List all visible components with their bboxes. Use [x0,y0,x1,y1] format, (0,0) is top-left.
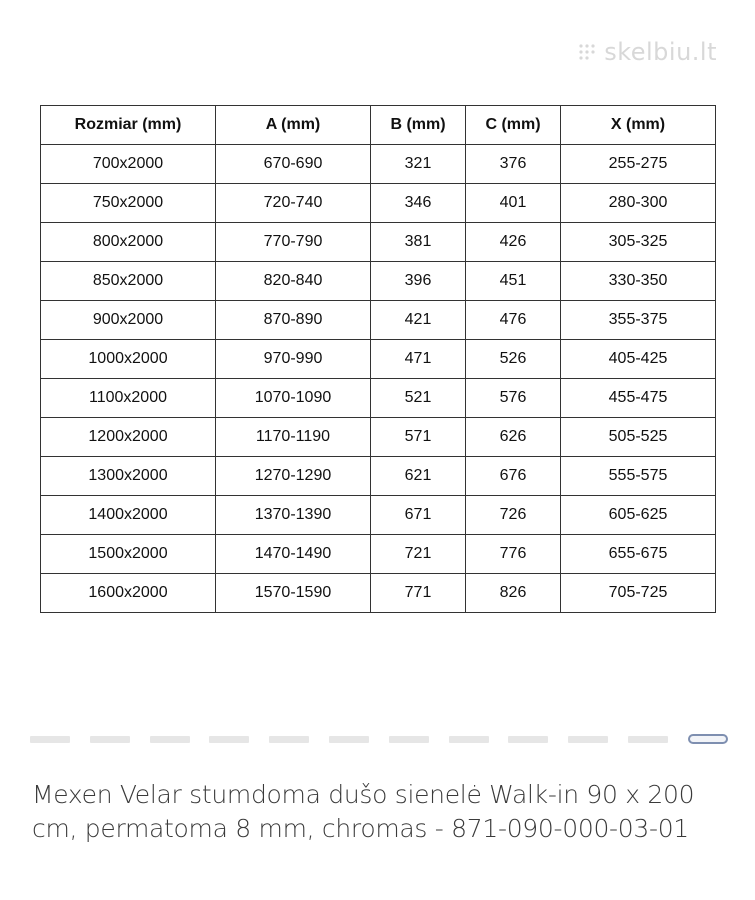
header-x: X (mm) [561,106,716,145]
table-row [41,145,716,184]
cell-x: 705-725 [561,574,716,613]
size-table [40,105,716,613]
pager-dot[interactable] [568,736,608,743]
cell-a: 720-740 [216,184,371,223]
cell-c: 526 [466,340,561,379]
table-header-row [41,106,716,145]
header-size: Rozmiar (mm) [41,106,216,145]
table-row [41,496,716,535]
cell-size: 1400x2000 [41,496,216,535]
table-row [41,574,716,613]
cell-a: 970-990 [216,340,371,379]
cell-x: 605-625 [561,496,716,535]
table-row [41,457,716,496]
table-row [41,262,716,301]
table-body [41,145,716,613]
table-row [41,379,716,418]
skelbiu-logo-icon [576,41,598,63]
pager-dot[interactable] [389,736,429,743]
cell-b: 771 [371,574,466,613]
cell-b: 421 [371,301,466,340]
cell-c: 826 [466,574,561,613]
cell-b: 621 [371,457,466,496]
cell-size: 1000x2000 [41,340,216,379]
cell-c: 401 [466,184,561,223]
cell-size: 800x2000 [41,223,216,262]
cell-c: 576 [466,379,561,418]
pager-dot[interactable] [269,736,309,743]
cell-c: 776 [466,535,561,574]
table-row [41,418,716,457]
pager-dot[interactable] [508,736,548,743]
pager-dot[interactable] [329,736,369,743]
cell-b: 521 [371,379,466,418]
header-c: C (mm) [466,106,561,145]
pager-dot[interactable] [30,736,70,743]
cell-x: 330-350 [561,262,716,301]
cell-a: 670-690 [216,145,371,184]
table-row [41,535,716,574]
cell-size: 1100x2000 [41,379,216,418]
cell-x: 405-425 [561,340,716,379]
cell-x: 255-275 [561,145,716,184]
cell-size: 1600x2000 [41,574,216,613]
cell-c: 476 [466,301,561,340]
cell-b: 471 [371,340,466,379]
watermark-text: skelbiu.lt [604,38,717,66]
cell-c: 426 [466,223,561,262]
cell-a: 1470-1490 [216,535,371,574]
cell-x: 505-525 [561,418,716,457]
cell-a: 820-840 [216,262,371,301]
table-row [41,301,716,340]
cell-b: 321 [371,145,466,184]
cell-c: 676 [466,457,561,496]
cell-a: 1070-1090 [216,379,371,418]
pager-dot[interactable] [209,736,249,743]
header-b: B (mm) [371,106,466,145]
pager-dot[interactable] [90,736,130,743]
cell-size: 850x2000 [41,262,216,301]
cell-c: 451 [466,262,561,301]
cell-a: 1370-1390 [216,496,371,535]
gallery-pager[interactable] [30,734,730,744]
cell-b: 346 [371,184,466,223]
cell-a: 870-890 [216,301,371,340]
cell-b: 671 [371,496,466,535]
cell-c: 376 [466,145,561,184]
table-row [41,184,716,223]
listing-title: Mexen Velar stumdoma dušo sienelė Walk-in 90 x 200 cm, permatoma 8 mm, chromas - 871-090-000-03-01 [32,780,695,843]
cell-size: 750x2000 [41,184,216,223]
cell-size: 900x2000 [41,301,216,340]
header-a: A (mm) [216,106,371,145]
cell-b: 721 [371,535,466,574]
cell-x: 655-675 [561,535,716,574]
cell-c: 726 [466,496,561,535]
cell-x: 280-300 [561,184,716,223]
pager-dot[interactable] [449,736,489,743]
cell-b: 571 [371,418,466,457]
pager-dot[interactable] [628,736,668,743]
cell-x: 555-575 [561,457,716,496]
cell-size: 1200x2000 [41,418,216,457]
cell-c: 626 [466,418,561,457]
cell-size: 1300x2000 [41,457,216,496]
cell-a: 1170-1190 [216,418,371,457]
cell-b: 381 [371,223,466,262]
cell-b: 396 [371,262,466,301]
cell-a: 1270-1290 [216,457,371,496]
cell-size: 700x2000 [41,145,216,184]
cell-x: 355-375 [561,301,716,340]
table-row [41,340,716,379]
cell-a: 770-790 [216,223,371,262]
pager-dot-active[interactable] [688,734,728,744]
watermark [576,38,717,66]
cell-a: 1570-1590 [216,574,371,613]
pager-dot[interactable] [150,736,190,743]
cell-x: 305-325 [561,223,716,262]
cell-x: 455-475 [561,379,716,418]
cell-size: 1500x2000 [41,535,216,574]
table-row [41,223,716,262]
